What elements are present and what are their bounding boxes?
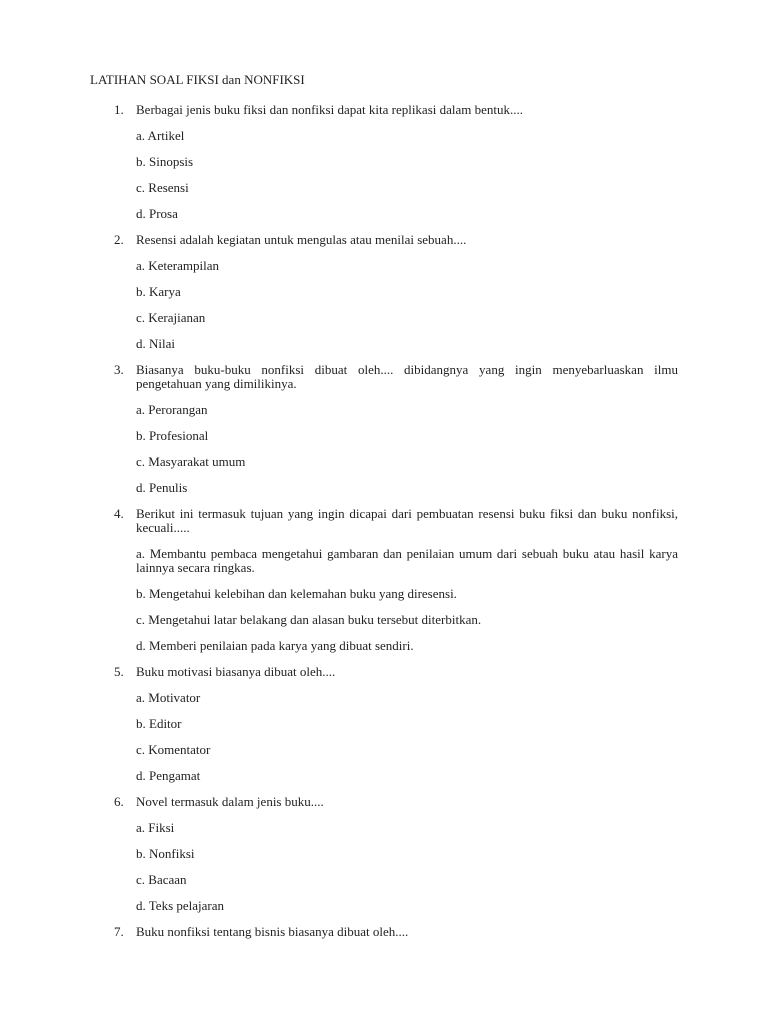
question-text: Buku motivasi biasanya dibuat oleh.... — [136, 664, 336, 679]
question-number: 4. — [114, 506, 124, 521]
answer-option: b. Nonfiksi — [136, 846, 195, 861]
answer-option: c. Komentator — [136, 742, 211, 757]
answer-option: c. Resensi — [136, 180, 189, 195]
question-number: 5. — [114, 664, 124, 679]
answer-option: a. Motivator — [136, 690, 201, 705]
answer-option: b. Mengetahui kelebihan dan kelemahan buku yang diresensi. — [136, 586, 457, 601]
answer-option: b. Profesional — [136, 428, 209, 443]
answer-option: c. Kerajianan — [136, 310, 206, 325]
question-list — [90, 103, 678, 939]
answer-option: d. Memberi penilaian pada karya yang dibuat sendiri. — [136, 638, 414, 653]
answer-option: b. Sinopsis — [136, 154, 194, 169]
question-text: Berikut ini termasuk tujuan yang ingin dicapai dari pembuatan resensi buku fiksi dan buku nonfiksi, kecuali..... — [136, 506, 678, 535]
question-2 — [90, 233, 678, 247]
question-7 — [90, 925, 678, 939]
answer-option: a. Keterampilan — [136, 258, 220, 273]
document-title: LATIHAN SOAL FIKSI dan NONFIKSI — [90, 72, 305, 87]
question-number: 6. — [114, 794, 124, 809]
answer-option: c. Bacaan — [136, 872, 187, 887]
answer-option: d. Pengamat — [136, 768, 201, 783]
answer-option: d. Nilai — [136, 336, 175, 351]
question-4 — [90, 507, 678, 535]
answer-option: d. Teks pelajaran — [136, 898, 225, 913]
question-number: 3. — [114, 362, 124, 377]
question-text: Resensi adalah kegiatan untuk mengulas atau menilai sebuah.... — [136, 232, 467, 247]
answer-option: a. Membantu pembaca mengetahui gambaran dan penilaian umum dari sebuah buku atau hasil karya lainnya secara ringkas. — [136, 546, 678, 575]
answer-option: c. Masyarakat umum — [136, 454, 246, 469]
question-5 — [90, 665, 678, 679]
question-number: 7. — [114, 924, 124, 939]
answer-option: a. Fiksi — [136, 820, 175, 835]
question-text: Berbagai jenis buku fiksi dan nonfiksi dapat kita replikasi dalam bentuk.... — [136, 102, 524, 117]
question-1 — [90, 103, 678, 117]
answer-option: b. Karya — [136, 284, 181, 299]
question-number: 1. — [114, 102, 124, 117]
question-text: Novel termasuk dalam jenis buku.... — [136, 794, 324, 809]
answer-option: b. Editor — [136, 716, 182, 731]
question-number: 2. — [114, 232, 124, 247]
document-page — [90, 73, 678, 951]
question-text: Biasanya buku-buku nonfiksi dibuat oleh.... dibidangnya yang ingin menyebarluaskan ilmu pengetahuan yang dimilikinya. — [136, 362, 678, 391]
answer-option: d. Prosa — [136, 206, 178, 221]
answer-option: c. Mengetahui latar belakang dan alasan buku tersebut diterbitkan. — [136, 612, 482, 627]
answer-option: a. Perorangan — [136, 402, 208, 417]
question-text: Buku nonfiksi tentang bisnis biasanya dibuat oleh.... — [136, 924, 409, 939]
question-3 — [90, 363, 678, 391]
question-6 — [90, 795, 678, 809]
answer-option: d. Penulis — [136, 480, 188, 495]
answer-option: a. Artikel — [136, 128, 185, 143]
